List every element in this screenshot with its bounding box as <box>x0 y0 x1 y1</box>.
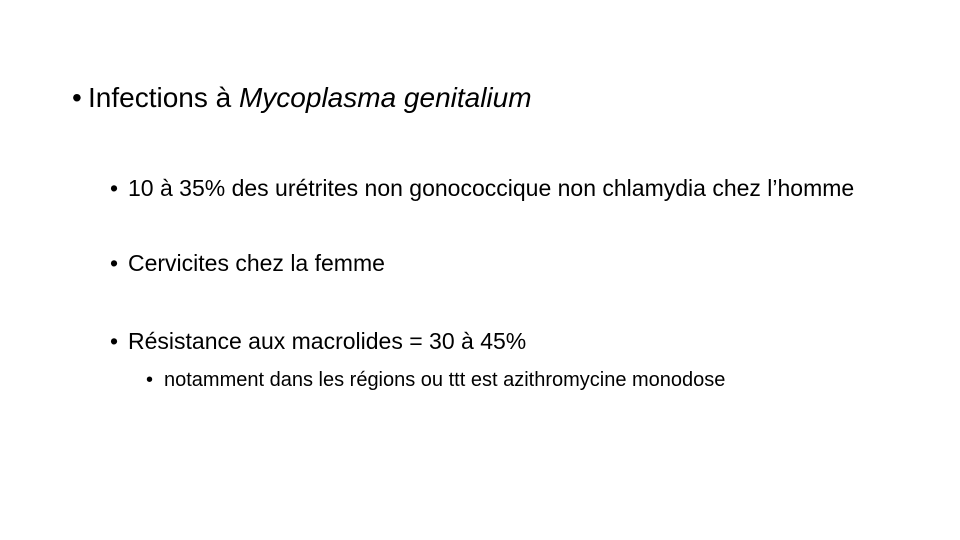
bullet-resistance <box>110 325 890 357</box>
bullet-marker: • <box>110 328 119 354</box>
bullet-marker: • <box>110 250 119 276</box>
bullet-marker: • <box>72 82 82 113</box>
bullet-cervicites <box>110 247 890 279</box>
bullet-text: Résistance aux macrolides = 30 à 45% <box>128 328 527 354</box>
bullet-text: Cervicites chez la femme <box>128 250 385 276</box>
bullet-text: notamment dans les régions ou ttt est azithromycine monodose <box>164 369 726 391</box>
bullet-text <box>88 80 532 116</box>
bullet-infections <box>72 80 892 116</box>
bullet-uretrites <box>110 172 890 204</box>
bullet-marker: • <box>110 175 119 201</box>
bullet-text-italic: Mycoplasma genitalium <box>238 82 532 113</box>
bullet-text-prefix: Infections à <box>88 82 239 113</box>
bullet-text: 10 à 35% des urétrites non gonococcique non chlamydia chez l’homme <box>128 175 855 201</box>
bullet-azithromycine <box>146 366 826 394</box>
bullet-marker: • <box>146 369 154 391</box>
